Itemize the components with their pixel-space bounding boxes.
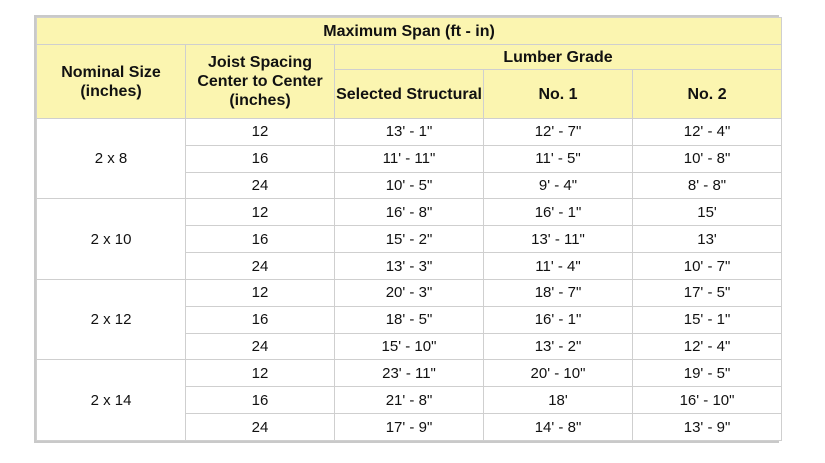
- lumber-grade-header: Lumber Grade: [335, 45, 782, 70]
- spacing-cell: 24: [186, 414, 335, 441]
- no1-cell: 9' - 4": [484, 172, 633, 199]
- no2-cell: 10' - 8": [633, 145, 782, 172]
- no1-cell: 13' - 11": [484, 226, 633, 253]
- no1-header: No. 1: [484, 70, 633, 119]
- table-row: [37, 119, 782, 146]
- selected-structural-cell: 13' - 3": [335, 253, 484, 280]
- no1-cell: 20' - 10": [484, 360, 633, 387]
- selected-structural-cell: 15' - 10": [335, 333, 484, 360]
- no1-cell: 11' - 5": [484, 145, 633, 172]
- spacing-cell: 24: [186, 333, 335, 360]
- table-title: Maximum Span (ft - in): [37, 18, 782, 45]
- selected-structural-cell: 18' - 5": [335, 306, 484, 333]
- no2-cell: 8' - 8": [633, 172, 782, 199]
- no2-cell: 15': [633, 199, 782, 226]
- no1-cell: 11' - 4": [484, 253, 633, 280]
- selected-structural-cell: 11' - 11": [335, 145, 484, 172]
- span-table-container: [34, 15, 779, 443]
- no2-cell: 19' - 5": [633, 360, 782, 387]
- selected-structural-cell: 21' - 8": [335, 387, 484, 414]
- spacing-cell: 16: [186, 226, 335, 253]
- selected-structural-cell: 17' - 9": [335, 414, 484, 441]
- table-row: [37, 360, 782, 387]
- selected-structural-cell: 23' - 11": [335, 360, 484, 387]
- no2-header: No. 2: [633, 70, 782, 119]
- no2-cell: 16' - 10": [633, 387, 782, 414]
- selected-structural-header: Selected Structural: [335, 70, 484, 119]
- table-row: [37, 199, 782, 226]
- table-row: [37, 279, 782, 306]
- no1-cell: 18' - 7": [484, 279, 633, 306]
- spacing-cell: 24: [186, 172, 335, 199]
- nominal-size-cell: 2 x 8: [37, 119, 186, 199]
- no2-cell: 13': [633, 226, 782, 253]
- spacing-cell: 16: [186, 145, 335, 172]
- no2-cell: 13' - 9": [633, 414, 782, 441]
- span-table: [36, 17, 782, 441]
- no1-cell: 16' - 1": [484, 199, 633, 226]
- no2-cell: 10' - 7": [633, 253, 782, 280]
- selected-structural-cell: 20' - 3": [335, 279, 484, 306]
- spacing-cell: 12: [186, 360, 335, 387]
- no1-cell: 18': [484, 387, 633, 414]
- selected-structural-cell: 10' - 5": [335, 172, 484, 199]
- no1-cell: 12' - 7": [484, 119, 633, 146]
- nominal-size-header: Nominal Size (inches): [37, 45, 186, 119]
- no2-cell: 17' - 5": [633, 279, 782, 306]
- no1-cell: 16' - 1": [484, 306, 633, 333]
- spacing-cell: 16: [186, 387, 335, 414]
- spacing-cell: 16: [186, 306, 335, 333]
- no2-cell: 15' - 1": [633, 306, 782, 333]
- selected-structural-cell: 13' - 1": [335, 119, 484, 146]
- selected-structural-cell: 15' - 2": [335, 226, 484, 253]
- nominal-size-cell: 2 x 10: [37, 199, 186, 279]
- joist-spacing-header: Joist Spacing Center to Center (inches): [186, 45, 335, 119]
- spacing-cell: 12: [186, 199, 335, 226]
- no2-cell: 12' - 4": [633, 119, 782, 146]
- no1-cell: 13' - 2": [484, 333, 633, 360]
- nominal-size-cell: 2 x 12: [37, 279, 186, 359]
- no1-cell: 14' - 8": [484, 414, 633, 441]
- nominal-size-cell: 2 x 14: [37, 360, 186, 441]
- selected-structural-cell: 16' - 8": [335, 199, 484, 226]
- spacing-cell: 12: [186, 119, 335, 146]
- spacing-cell: 24: [186, 253, 335, 280]
- spacing-cell: 12: [186, 279, 335, 306]
- no2-cell: 12' - 4": [633, 333, 782, 360]
